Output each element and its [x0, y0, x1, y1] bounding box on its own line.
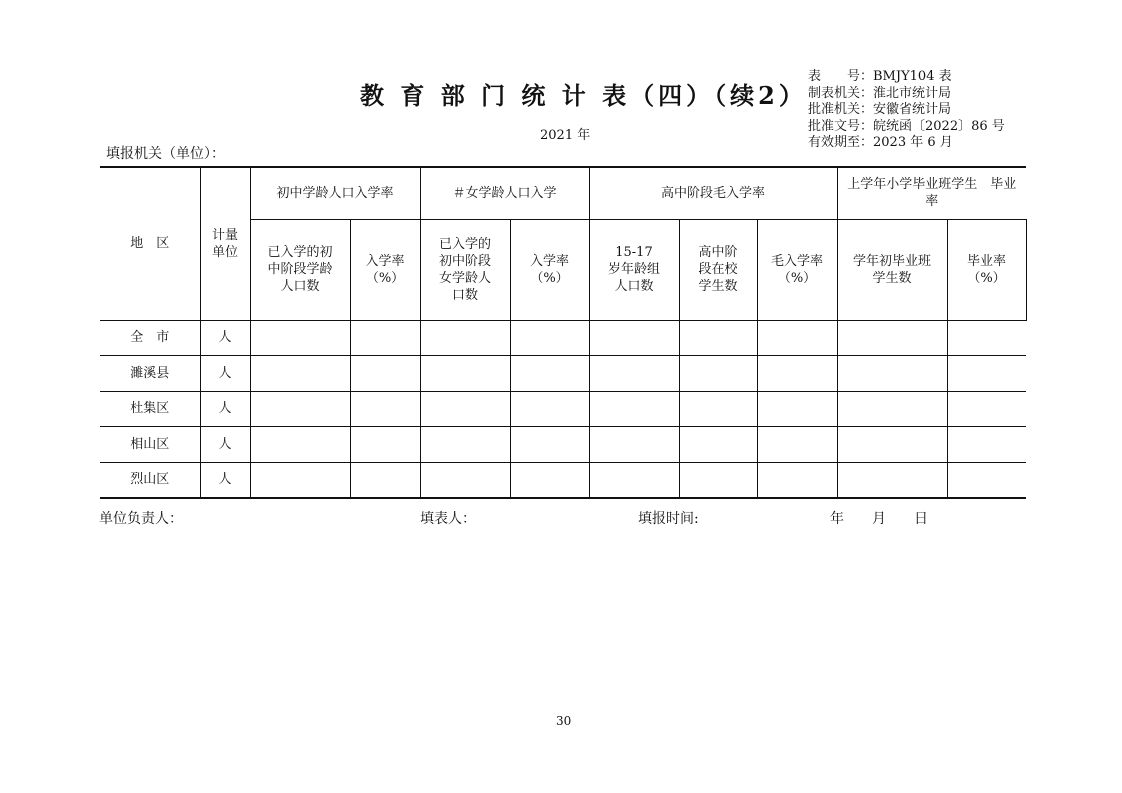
table-cell[interactable]	[250, 462, 350, 498]
table-cell[interactable]	[350, 426, 420, 462]
table-row	[100, 426, 1026, 462]
row-unit: 人	[200, 320, 250, 355]
header-group-female-enrollment: ＃女学龄人口入学	[420, 167, 589, 219]
table-cell[interactable]	[947, 320, 1026, 355]
table-cell[interactable]	[757, 355, 837, 391]
date-labels: 年 月 日	[830, 511, 928, 527]
issuing-authority: 制表机关：淮北市统计局	[808, 85, 952, 101]
table-cell[interactable]	[250, 426, 350, 462]
table-cell[interactable]	[350, 391, 420, 426]
reporting-unit-label: 填报机关（单位）：	[106, 146, 225, 162]
row-unit: 人	[200, 355, 250, 391]
table-cell[interactable]	[589, 462, 679, 498]
header-female-rate: 入学率（%）	[510, 219, 589, 320]
header-group-senior-gross-enrollment: 高中阶段毛入学率	[589, 167, 837, 219]
table-cell[interactable]	[250, 391, 350, 426]
row-unit: 人	[200, 391, 250, 426]
table-cell[interactable]	[589, 426, 679, 462]
report-year: 2021 年	[540, 128, 591, 143]
table-cell[interactable]	[679, 355, 757, 391]
table-row	[100, 320, 1026, 355]
table-cell[interactable]	[350, 320, 420, 355]
table-cell[interactable]	[837, 355, 947, 391]
header-group-junior-enrollment: 初中学龄人口入学率	[250, 167, 420, 219]
person-in-charge-label: 单位负责人：	[99, 511, 183, 527]
form-meta	[808, 69, 1005, 152]
page-number: 30	[556, 714, 572, 728]
table-cell[interactable]	[510, 391, 589, 426]
statistics-table	[100, 166, 1027, 499]
table-cell[interactable]	[679, 426, 757, 462]
table-cell[interactable]	[679, 320, 757, 355]
table-cell[interactable]	[510, 426, 589, 462]
header-graduation-rate: 毕业率（%）	[947, 219, 1026, 320]
table-cell[interactable]	[837, 462, 947, 498]
form-number: 表 号：BMJY104 表	[808, 69, 952, 84]
fill-time-label: 填报时间:	[638, 511, 699, 527]
header-graduating-students: 学年初毕业班学生数	[837, 219, 947, 320]
page-title: 教 育 部 门 统 计 表（四）（续2）	[360, 81, 807, 110]
row-unit: 人	[200, 462, 250, 498]
header-region: 地 区	[100, 167, 200, 320]
table-cell[interactable]	[589, 320, 679, 355]
table-cell[interactable]	[589, 355, 679, 391]
table-cell[interactable]	[947, 426, 1026, 462]
table-cell[interactable]	[947, 462, 1026, 498]
header-gross-rate: 毛入学率（%）	[757, 219, 837, 320]
table-cell[interactable]	[679, 462, 757, 498]
row-region: 濉溪县	[100, 355, 200, 391]
approval-document-number: 批准文号：皖统函〔2022〕86 号	[808, 118, 1005, 134]
table-row	[100, 462, 1026, 498]
table-cell[interactable]	[757, 320, 837, 355]
table-cell[interactable]	[947, 355, 1026, 391]
header-row-groups	[100, 167, 1026, 219]
table-cell[interactable]	[757, 391, 837, 426]
row-region: 杜集区	[100, 391, 200, 426]
header-senior-students: 高中阶段在校 学生数	[679, 219, 757, 320]
table-cell[interactable]	[837, 391, 947, 426]
table-row	[100, 355, 1026, 391]
table-row	[100, 391, 1026, 426]
header-group-graduation-rate: 上学年小学毕业班学生 毕业率	[837, 167, 1026, 219]
table-cell[interactable]	[420, 462, 510, 498]
row-region: 全 市	[100, 320, 200, 355]
table-cell[interactable]	[589, 391, 679, 426]
table-cell[interactable]	[837, 426, 947, 462]
row-region: 相山区	[100, 426, 200, 462]
row-unit: 人	[200, 426, 250, 462]
row-region: 烈山区	[100, 462, 200, 498]
approving-authority: 批准机关：安徽省统计局	[808, 102, 952, 117]
table-cell[interactable]	[947, 391, 1026, 426]
table-cell[interactable]	[510, 355, 589, 391]
table-cell[interactable]	[250, 355, 350, 391]
header-age-15-17-population: 15-17 岁年龄组人口数	[589, 219, 679, 320]
table-cell[interactable]	[510, 320, 589, 355]
header-unit: 计量单位	[200, 167, 250, 320]
valid-until: 有效期至：2023 年 6 月	[808, 135, 953, 150]
table-cell[interactable]	[420, 320, 510, 355]
table-cell[interactable]	[757, 426, 837, 462]
table-cell[interactable]	[757, 462, 837, 498]
table-cell[interactable]	[420, 426, 510, 462]
header-female-enrolled-count: 已入学的初中阶段女学龄人口数	[420, 219, 510, 320]
table-cell[interactable]	[420, 391, 510, 426]
table-cell[interactable]	[679, 391, 757, 426]
table-cell[interactable]	[250, 320, 350, 355]
table-cell[interactable]	[510, 462, 589, 498]
table-cell[interactable]	[350, 462, 420, 498]
filled-by-label: 填表人：	[420, 511, 476, 527]
table-cell[interactable]	[350, 355, 420, 391]
table-cell[interactable]	[837, 320, 947, 355]
header-junior-enrolled-count: 已入学的初中阶段学龄人口数	[250, 219, 350, 320]
table-cell[interactable]	[420, 355, 510, 391]
header-junior-rate: 入学率（%）	[350, 219, 420, 320]
